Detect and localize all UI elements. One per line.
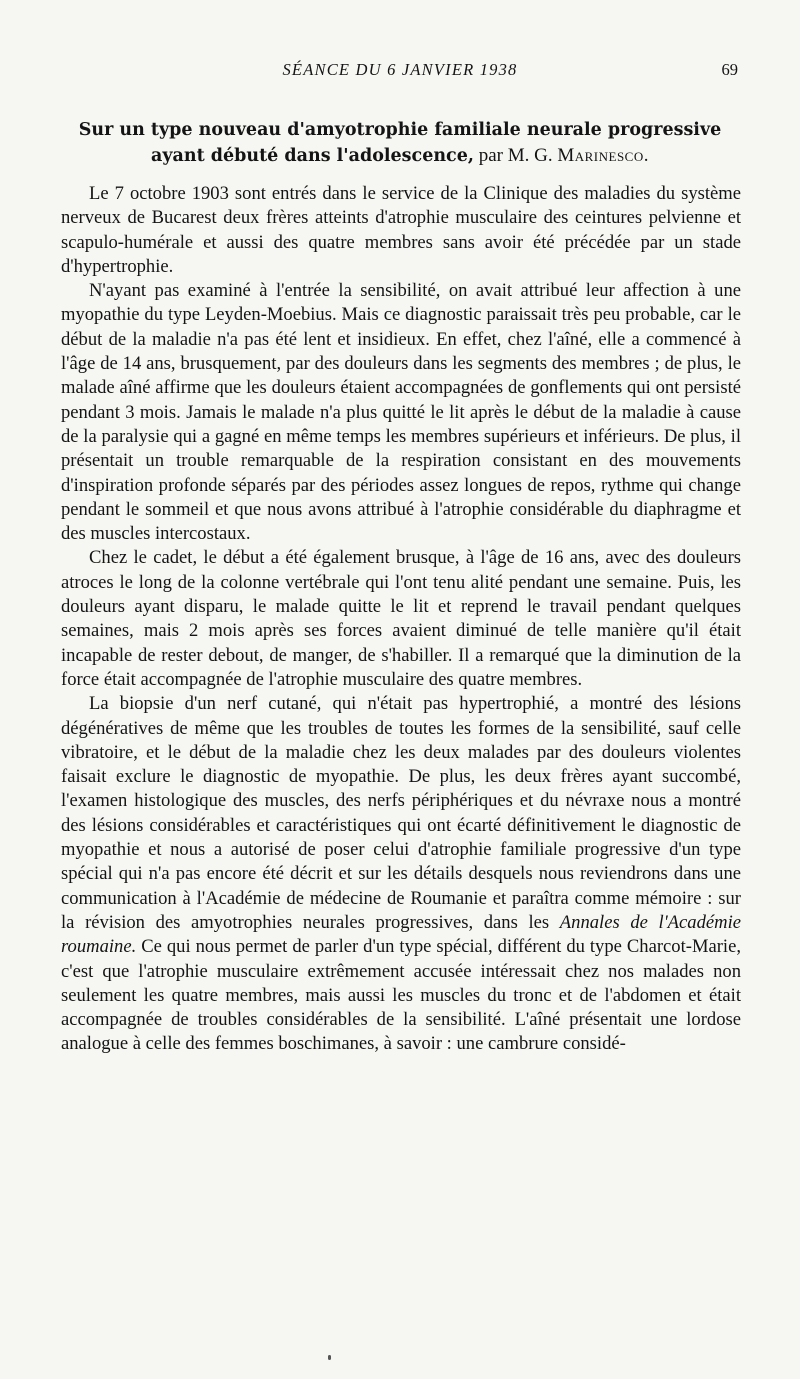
author-prefix: par M. G.	[478, 145, 553, 166]
running-title: SÉANCE DU 6 JANVIER 1938	[282, 60, 518, 79]
article-title-block	[40, 117, 760, 169]
page-number: 69	[721, 60, 738, 79]
paragraph-4	[61, 692, 741, 1056]
journal-name: Annales de l'Académie roumaine.	[61, 911, 741, 958]
article-body	[61, 182, 741, 1057]
article-title-part-2: ayant débuté dans l'adolescence,	[151, 146, 474, 166]
paragraph-4-part-2: Ce qui nous permet de parler d'un type spécial, différent du type Charcot-Marie, c'est que l'atrophie musculaire extrêmement accusée intéressait chez nos malades non seulement les quatre membres, mais aussi les muscles du tronc et de l'abdomen et était accompagnée de troubles considérables de la sensibilité. L'aîné présentait une lordose analogue à celle des femmes boschimanes, à savoir : une cambrure considé-	[61, 936, 741, 1055]
paragraph-2: N'ayant pas examiné à l'entrée la sensibilité, on avait attribué leur affection à une myopathie du type Leyden-Moebius. Mais ce diagnostic paraissait très peu probable, car le début de la maladie n'a pas été lent et insidieux. En effet, chez l'aîné, elle a commencé à l'âge de 14 ans, brusquement, par des douleurs dans les segments des membres ; de plus, le malade aîné affirme que les douleurs étaient accompagnées de gonflements qui ont persisté pendant 3 mois. Jamais le malade n'a plus quitté le lit après le début de la maladie à cause de la paralysie qui a gagné en même temps les membres supérieurs et inférieurs. De plus, il présentait un trouble remarquable de la respiration consistant en des mouvements d'inspiration profonde séparés par des périodes assez longues de repos, rythme qui change pendant le sommeil et que nous avons attribué à l'atrophie considérable du diaphragme et des muscles intercostaux.	[61, 280, 741, 545]
paragraph-4-part-1: La biopsie d'un nerf cutané, qui n'était pas hypertrophié, a montré des lésions dégénératives de même que les troubles de toutes les formes de la sensibilité, sauf celle vibratoire, et le début de la maladie chez les deux malades par des douleurs violentes faisait exclure le diagnostic de myopathie. De plus, les deux frères ayant succombé, l'examen histologique des muscles, des nerfs périphériques et du névraxe nous a montré des lésions considérables et caractéristiques qui ont écarté définitivement le diagnostic de myopathie et nous a autorisé de poser celui d'atrophie familiale progressive d'un type spécial qui n'a pas encore été décrit et sur les détails desquels nous reviendrons dans une communication à l'Académie de médecine de Roumanie et paraîtra comme mémoire : sur la révision des amyotrophies neurales progressives, dans les	[61, 693, 741, 933]
article-title-part-1: Sur un type nouveau d'amyotrophie familiale neurale progressive	[78, 120, 722, 140]
author-name: Marinesco.	[557, 145, 649, 166]
article-title-line-1	[40, 117, 760, 143]
paragraph-3: Chez le cadet, le début a été également brusque, à l'âge de 16 ans, avec des douleurs atroces le long de la colonne vertébrale qui l'ont tenu alité pendant une semaine. Puis, les douleurs ayant disparu, le malade quitte le lit et reprend le travail pendant quelques semaines, mais 2 mois après ses forces avaient diminué de telle manière qu'il était incapable de rester debout, de manger, de s'habiller. Il a remarqué que la diminution de la force était accompagnée de l'atrophie musculaire des quatre membres.	[61, 547, 741, 690]
paragraph-1: Le 7 octobre 1903 sont entrés dans le service de la Clinique des maladies du système nerveux de Bucarest deux frères atteints d'atrophie musculaire des ceintures pelvienne et scapulo-humérale et aussi des quatre membres sans avoir été précédée par un stade d'hypertrophie.	[61, 183, 741, 277]
article-title-line-2	[40, 143, 760, 169]
print-speck	[328, 1355, 331, 1360]
running-header	[62, 60, 738, 82]
